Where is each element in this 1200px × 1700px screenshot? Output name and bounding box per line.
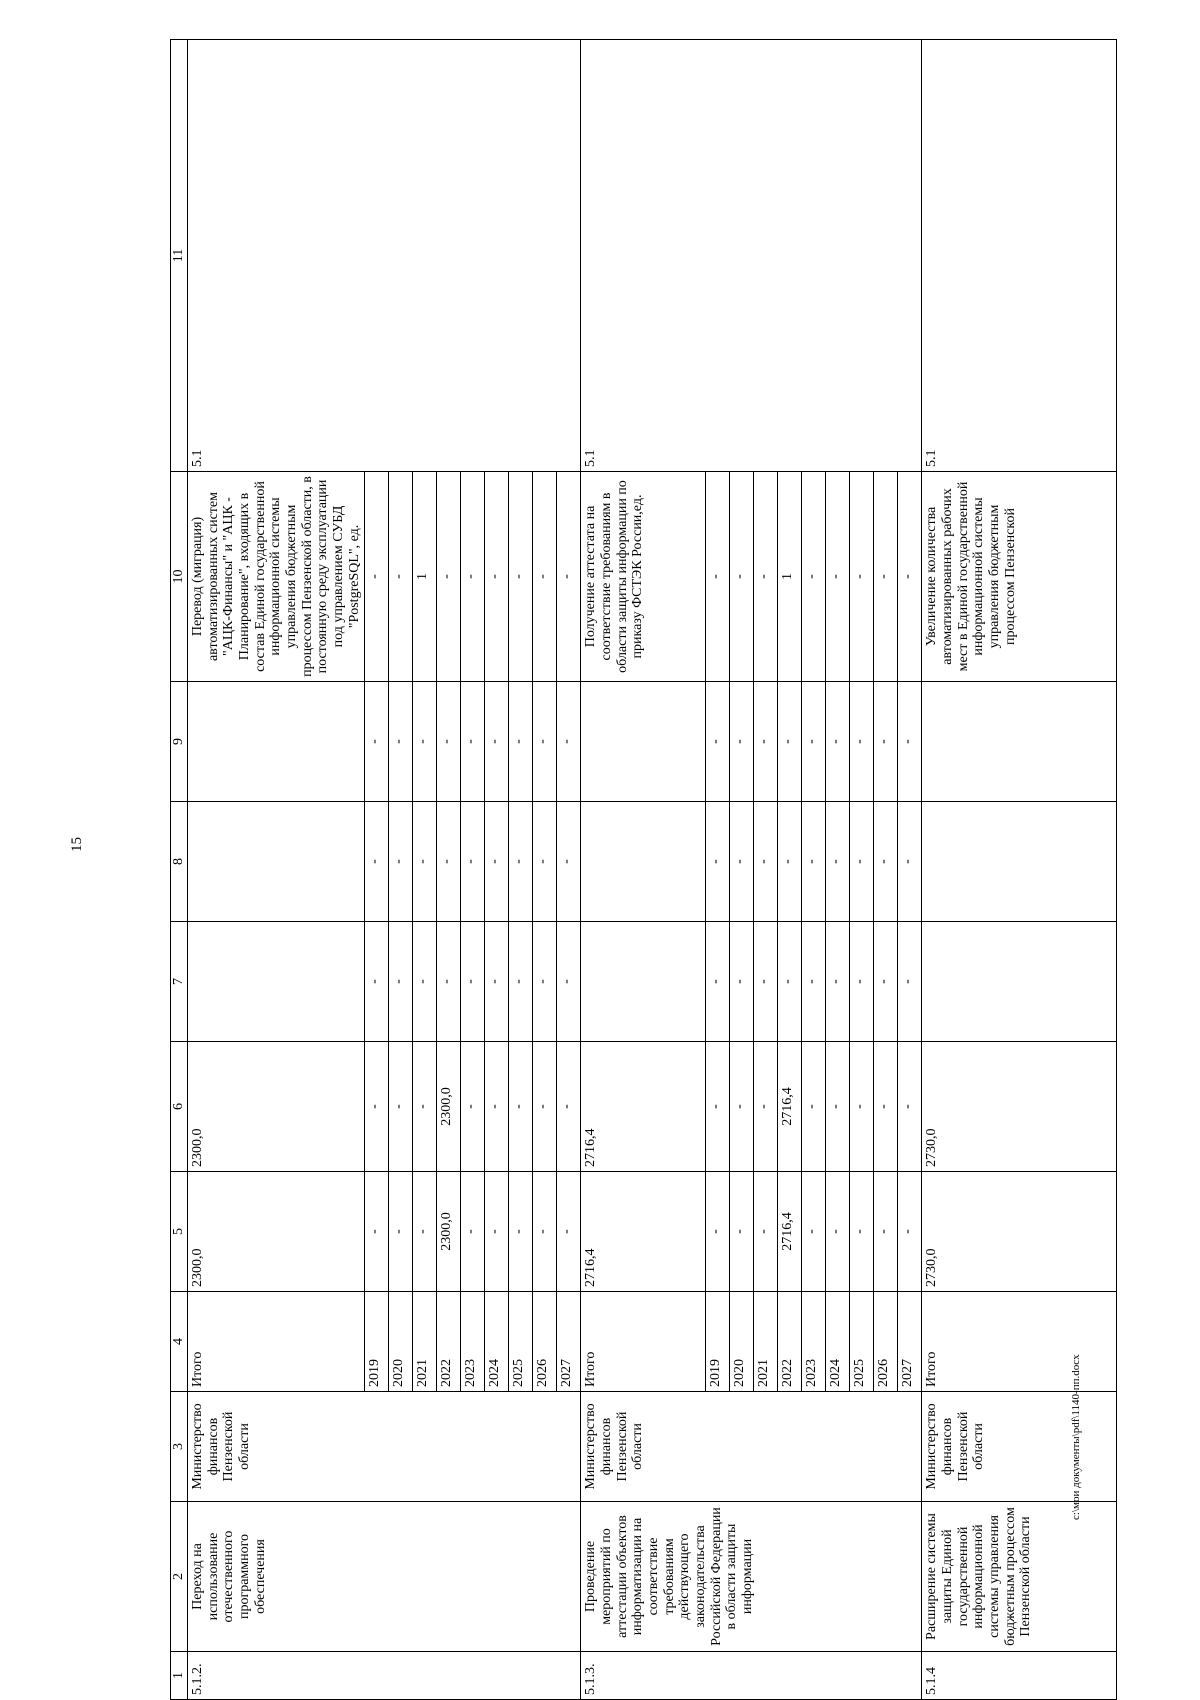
value-c6: - bbox=[730, 1042, 754, 1172]
year-cell: 2024 bbox=[826, 1292, 850, 1392]
total-label: Итого bbox=[922, 1292, 1117, 1392]
value-c8: - bbox=[461, 802, 485, 922]
value-c8: - bbox=[485, 802, 509, 922]
value-c10: 1 bbox=[778, 472, 802, 682]
value-c5: - bbox=[826, 1172, 850, 1292]
total-col5: 2300,0 bbox=[188, 1172, 365, 1292]
year-cell: 2022 bbox=[437, 1292, 461, 1392]
table-body bbox=[171, 40, 1117, 1700]
value-c6: - bbox=[485, 1042, 509, 1172]
value-c7: - bbox=[802, 922, 826, 1042]
value-c7: - bbox=[730, 922, 754, 1042]
col-header-9: 9 bbox=[171, 682, 188, 802]
year-cell: 2021 bbox=[413, 1292, 437, 1392]
year-cell: 2019 bbox=[706, 1292, 730, 1392]
value-c5: - bbox=[365, 1172, 389, 1292]
value-c8: - bbox=[389, 802, 413, 922]
value-c10: - bbox=[706, 472, 730, 682]
value-c10: - bbox=[533, 472, 557, 682]
value-c5: - bbox=[850, 1172, 874, 1292]
total-col6: 2300,0 bbox=[188, 1042, 365, 1172]
total-col5: 2730,0 bbox=[922, 1172, 1117, 1292]
year-cell: 2022 bbox=[778, 1292, 802, 1392]
table-row bbox=[922, 40, 1117, 1700]
value-c6: - bbox=[461, 1042, 485, 1172]
value-c8: - bbox=[826, 802, 850, 922]
year-cell: 2027 bbox=[898, 1292, 922, 1392]
value-c6: - bbox=[826, 1042, 850, 1172]
value-c6: - bbox=[413, 1042, 437, 1172]
footer-file-path: c:\мои документы\pdf\1140-пп.docx bbox=[1070, 1354, 1082, 1520]
value-c9: - bbox=[533, 682, 557, 802]
value-c6: - bbox=[898, 1042, 922, 1172]
indicator-text: Перевод (миграция) автоматизированных систем "АЦК-Финансы" и "АЦК - Планирование", входящих в состав Единой государственной информационной системы управления бюджетным процессом Пензенской области, в постоянную среду эксплуатации под управлением СУБД "PostgreSQL", ед. bbox=[188, 472, 365, 682]
value-c9: - bbox=[898, 682, 922, 802]
col-header-11: 11 bbox=[171, 40, 188, 472]
value-c6: 2300,0 bbox=[437, 1042, 461, 1172]
value-c6: - bbox=[706, 1042, 730, 1172]
value-c9: - bbox=[413, 682, 437, 802]
value-c10: - bbox=[461, 472, 485, 682]
value-c9: - bbox=[874, 682, 898, 802]
item-name: Расширение системы защиты Единой государственной информационной системы управления бюджетным процессом Пензенской области bbox=[922, 1502, 1117, 1652]
item-name: Переход на использование отечественного программного обеспечения bbox=[188, 1502, 581, 1652]
value-c6: - bbox=[874, 1042, 898, 1172]
value-c7: - bbox=[437, 922, 461, 1042]
total-col8 bbox=[922, 802, 1117, 922]
year-cell: 2020 bbox=[730, 1292, 754, 1392]
value-c7: - bbox=[850, 922, 874, 1042]
col-header-6: 6 bbox=[171, 1042, 188, 1172]
value-c9: - bbox=[485, 682, 509, 802]
table-row bbox=[188, 40, 365, 1700]
col-header-4: 4 bbox=[171, 1292, 188, 1392]
value-c10: - bbox=[730, 472, 754, 682]
value-c6: - bbox=[802, 1042, 826, 1172]
value-c6: - bbox=[557, 1042, 581, 1172]
value-c9: - bbox=[826, 682, 850, 802]
value-c5: - bbox=[557, 1172, 581, 1292]
value-c5: 2300,0 bbox=[437, 1172, 461, 1292]
value-c7: - bbox=[461, 922, 485, 1042]
value-c6: 2716,4 bbox=[778, 1042, 802, 1172]
table-row bbox=[581, 40, 706, 1700]
total-col8 bbox=[188, 802, 365, 922]
value-c5: - bbox=[509, 1172, 533, 1292]
total-col6: 2730,0 bbox=[922, 1042, 1117, 1172]
value-c9: - bbox=[754, 682, 778, 802]
col-header-8: 8 bbox=[171, 802, 188, 922]
item-number: 5.1.3. bbox=[581, 1652, 922, 1700]
total-col7 bbox=[922, 922, 1117, 1042]
indicator-ref: 5.1 bbox=[922, 40, 1117, 472]
column-number-row bbox=[171, 40, 188, 1700]
value-c7: - bbox=[754, 922, 778, 1042]
value-c6: - bbox=[533, 1042, 557, 1172]
value-c5: - bbox=[898, 1172, 922, 1292]
value-c7: - bbox=[874, 922, 898, 1042]
value-c10: - bbox=[557, 472, 581, 682]
value-c8: - bbox=[730, 802, 754, 922]
value-c5: - bbox=[730, 1172, 754, 1292]
rotated-table-container bbox=[170, 40, 1200, 1700]
total-label: Итого bbox=[581, 1292, 706, 1392]
value-c9: - bbox=[557, 682, 581, 802]
year-cell: 2026 bbox=[533, 1292, 557, 1392]
year-cell: 2025 bbox=[850, 1292, 874, 1392]
total-col7 bbox=[581, 922, 706, 1042]
value-c5: - bbox=[874, 1172, 898, 1292]
value-c7: - bbox=[533, 922, 557, 1042]
value-c5: - bbox=[533, 1172, 557, 1292]
value-c5: - bbox=[802, 1172, 826, 1292]
value-c7: - bbox=[509, 922, 533, 1042]
value-c10: - bbox=[826, 472, 850, 682]
indicator-ref: 5.1 bbox=[188, 40, 581, 472]
value-c8: - bbox=[533, 802, 557, 922]
item-number: 5.1.4 bbox=[922, 1652, 1117, 1700]
value-c7: - bbox=[557, 922, 581, 1042]
value-c5: - bbox=[413, 1172, 437, 1292]
value-c8: - bbox=[778, 802, 802, 922]
indicator-text: Получение аттестата на соответствие требованиям в области защиты информации по приказу ФСТЭК России,ед. bbox=[581, 472, 706, 682]
col-header-7: 7 bbox=[171, 922, 188, 1042]
item-number: 5.1.2. bbox=[188, 1652, 581, 1700]
value-c10: 1 bbox=[413, 472, 437, 682]
indicator-text: Увеличение количества автоматизированных рабочих мест в Единой государственной информационной системы управления бюджетным процессом Пензенской bbox=[922, 472, 1117, 682]
item-executor: Министерство финансов Пензенской области bbox=[581, 1392, 922, 1502]
value-c6: - bbox=[365, 1042, 389, 1172]
value-c8: - bbox=[802, 802, 826, 922]
page-number: 15 bbox=[69, 837, 85, 852]
year-cell: 2023 bbox=[802, 1292, 826, 1392]
item-executor: Министерство финансов Пензенской области bbox=[922, 1392, 1117, 1502]
value-c7: - bbox=[485, 922, 509, 1042]
total-col7 bbox=[188, 922, 365, 1042]
value-c8: - bbox=[898, 802, 922, 922]
value-c9: - bbox=[389, 682, 413, 802]
total-col5: 2716,4 bbox=[581, 1172, 706, 1292]
col-header-10: 10 bbox=[171, 472, 188, 682]
value-c8: - bbox=[557, 802, 581, 922]
value-c7: - bbox=[365, 922, 389, 1042]
value-c5: - bbox=[754, 1172, 778, 1292]
value-c8: - bbox=[850, 802, 874, 922]
value-c5: - bbox=[389, 1172, 413, 1292]
value-c9: - bbox=[802, 682, 826, 802]
value-c8: - bbox=[874, 802, 898, 922]
value-c9: - bbox=[509, 682, 533, 802]
value-c10: - bbox=[898, 472, 922, 682]
total-label: Итого bbox=[188, 1292, 365, 1392]
value-c6: - bbox=[389, 1042, 413, 1172]
col-header-2: 2 bbox=[171, 1502, 188, 1652]
value-c8: - bbox=[413, 802, 437, 922]
col-header-1: 1 bbox=[171, 1652, 188, 1700]
year-cell: 2026 bbox=[874, 1292, 898, 1392]
value-c8: - bbox=[509, 802, 533, 922]
year-cell: 2021 bbox=[754, 1292, 778, 1392]
year-cell: 2023 bbox=[461, 1292, 485, 1392]
total-col6: 2716,4 bbox=[581, 1042, 706, 1172]
value-c10: - bbox=[874, 472, 898, 682]
value-c8: - bbox=[706, 802, 730, 922]
value-c6: - bbox=[754, 1042, 778, 1172]
value-c10: - bbox=[437, 472, 461, 682]
value-c5: 2716,4 bbox=[778, 1172, 802, 1292]
value-c7: - bbox=[778, 922, 802, 1042]
indicator-ref: 5.1 bbox=[581, 40, 922, 472]
value-c9: - bbox=[461, 682, 485, 802]
value-c7: - bbox=[706, 922, 730, 1042]
year-cell: 2020 bbox=[389, 1292, 413, 1392]
value-c8: - bbox=[754, 802, 778, 922]
value-c5: - bbox=[485, 1172, 509, 1292]
year-cell: 2025 bbox=[509, 1292, 533, 1392]
value-c7: - bbox=[826, 922, 850, 1042]
value-c5: - bbox=[706, 1172, 730, 1292]
value-c9: - bbox=[730, 682, 754, 802]
value-c9: - bbox=[365, 682, 389, 802]
value-c10: - bbox=[802, 472, 826, 682]
col-header-3: 3 bbox=[171, 1392, 188, 1502]
value-c5: - bbox=[461, 1172, 485, 1292]
value-c10: - bbox=[365, 472, 389, 682]
year-cell: 2027 bbox=[557, 1292, 581, 1392]
value-c7: - bbox=[898, 922, 922, 1042]
total-col9 bbox=[922, 682, 1117, 802]
total-col9 bbox=[581, 682, 706, 802]
total-col8 bbox=[581, 802, 706, 922]
value-c9: - bbox=[437, 682, 461, 802]
value-c8: - bbox=[365, 802, 389, 922]
value-c7: - bbox=[413, 922, 437, 1042]
item-executor: Министерство финансов Пензенской области bbox=[188, 1392, 581, 1502]
value-c10: - bbox=[485, 472, 509, 682]
value-c6: - bbox=[850, 1042, 874, 1172]
value-c9: - bbox=[706, 682, 730, 802]
year-cell: 2024 bbox=[485, 1292, 509, 1392]
total-col9 bbox=[188, 682, 365, 802]
program-table bbox=[170, 39, 1117, 1700]
item-name: Проведение мероприятий по аттестации объектов информатизации на соответствие требованиям действующего законодательства Российской Федерации в области защиты информации bbox=[581, 1502, 922, 1652]
value-c9: - bbox=[850, 682, 874, 802]
year-cell: 2019 bbox=[365, 1292, 389, 1392]
value-c10: - bbox=[509, 472, 533, 682]
value-c7: - bbox=[389, 922, 413, 1042]
value-c9: - bbox=[778, 682, 802, 802]
value-c10: - bbox=[850, 472, 874, 682]
value-c8: - bbox=[437, 802, 461, 922]
value-c10: - bbox=[754, 472, 778, 682]
value-c6: - bbox=[509, 1042, 533, 1172]
value-c10: - bbox=[389, 472, 413, 682]
col-header-5: 5 bbox=[171, 1172, 188, 1292]
